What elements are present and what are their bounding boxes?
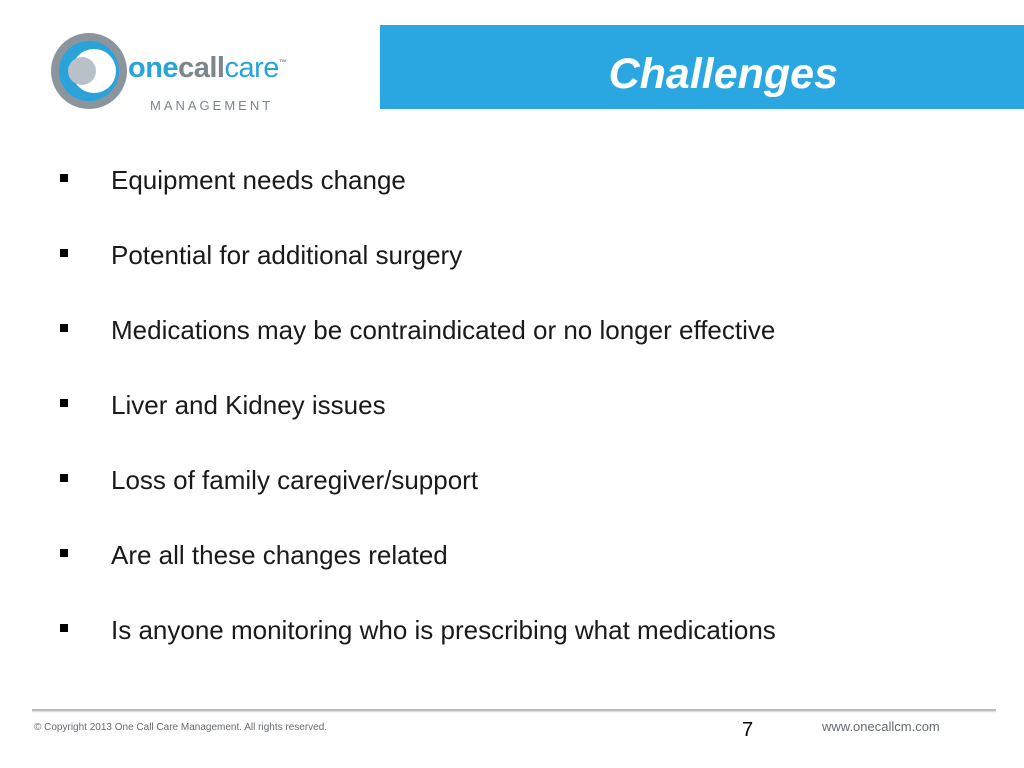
bullet-square-icon [60,324,68,332]
bullet-text: Is anyone monitoring who is prescribing what medications [111,615,776,645]
bullet-text: Are all these changes related [111,540,448,570]
bullet-square-icon [60,249,68,257]
brand-name [128,52,286,85]
website-url[interactable]: www.onecallcm.com [822,719,940,734]
brand-part-care: care [224,52,279,84]
brand-subtitle: MANAGEMENT [150,98,274,113]
page-number: 7 [742,719,754,741]
bullet-square-icon [60,474,68,482]
trademark-mark: ™ [278,58,287,67]
bullet-text: Medications may be contraindicated or no longer effective [111,315,776,345]
bullet-square-icon [60,624,68,632]
bullet-square-icon [60,174,68,182]
bullet-text: Loss of family caregiver/support [111,465,479,495]
logo-mark-icon [48,30,130,112]
brand-part-call: call [178,52,225,84]
footer-divider [32,709,996,711]
brand-part-one: one [128,52,179,84]
bullet-text: Potential for additional surgery [111,240,463,270]
copyright-notice: © Copyright 2013 One Call Care Management. All rights reserved. [34,722,328,733]
bullet-text: Equipment needs change [111,165,406,195]
bullet-square-icon [60,399,68,407]
bullet-square-icon [60,549,68,557]
slide-title: Challenges [608,50,838,98]
bullet-text: Liver and Kidney issues [111,390,386,420]
company-logo [0,18,380,118]
